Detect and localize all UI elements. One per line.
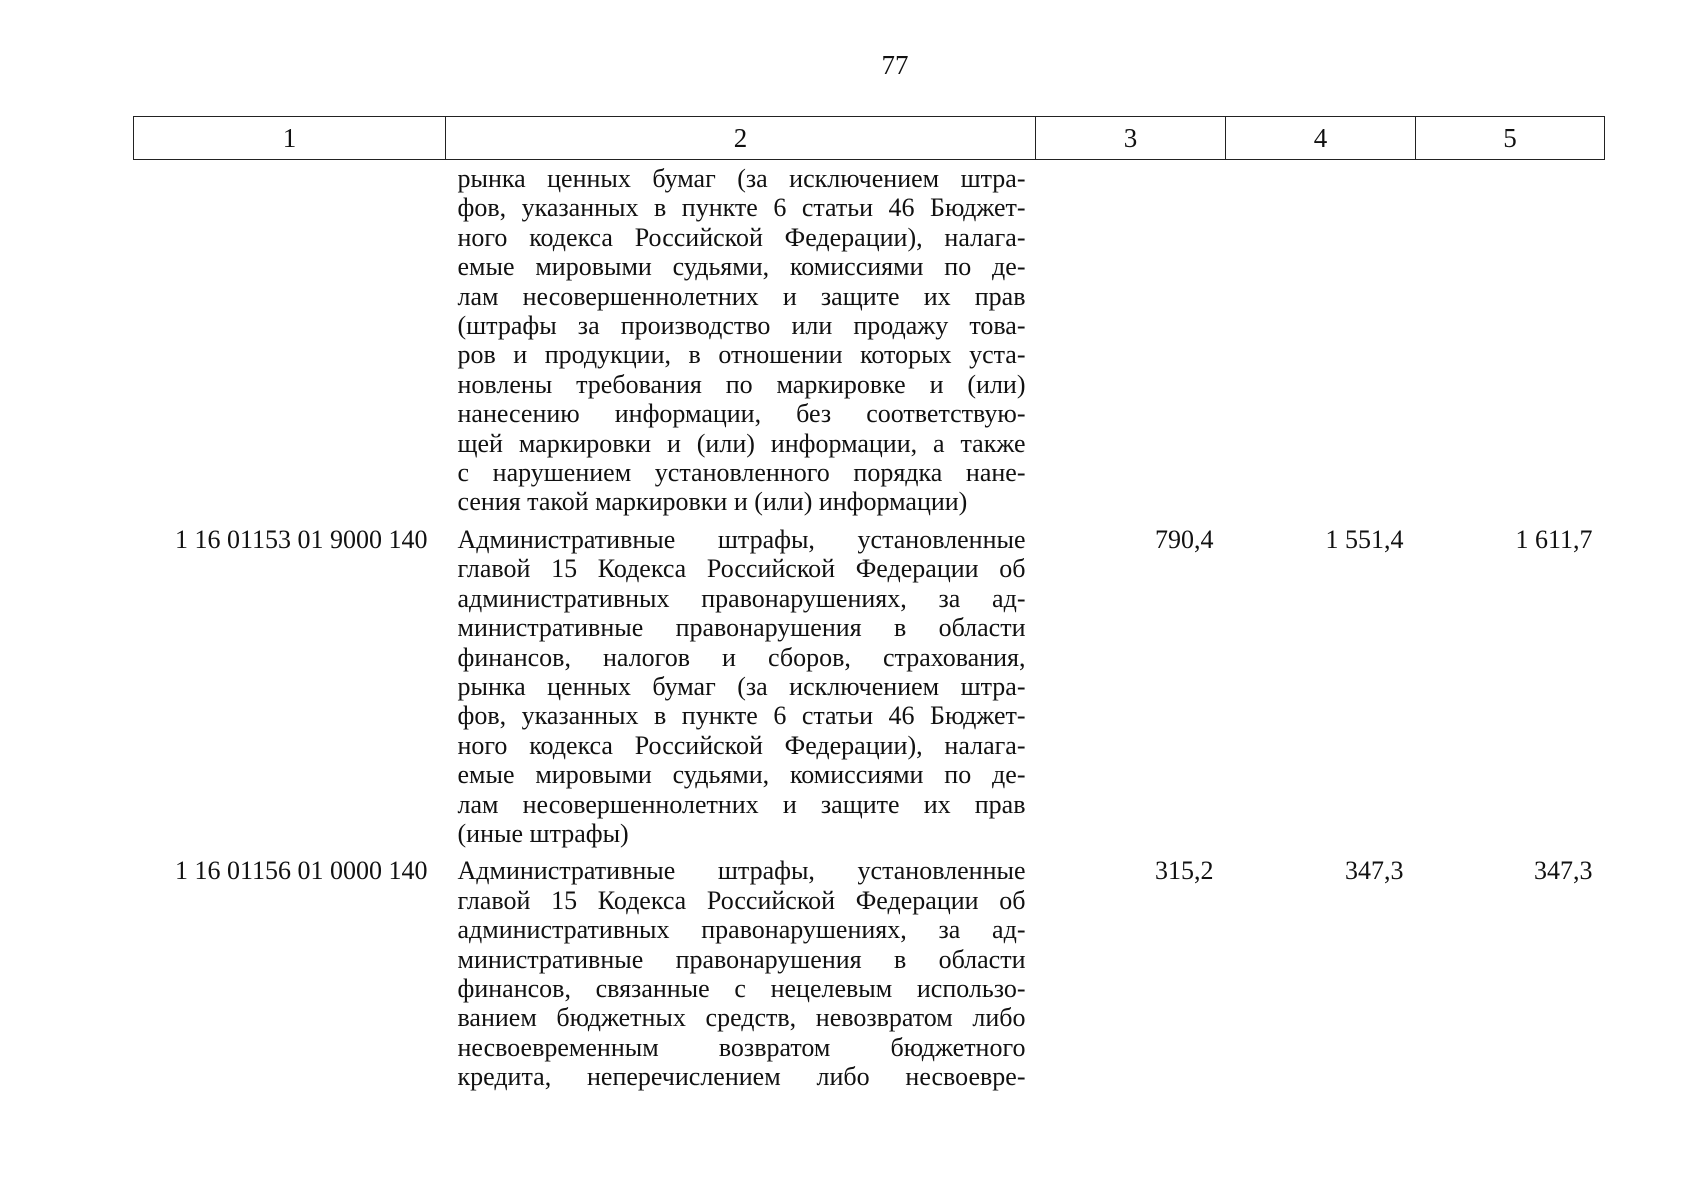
description-line: главой 15 Кодекса Российской Федерации об [457,554,1026,584]
description-line: несвоевременным возвратом бюджетного [457,1032,1026,1062]
description-line: фов, указанных в пункте 6 статьи 46 Бюджет- [457,701,1026,731]
description-line: новлены требования по маркировке и (или) [457,369,1026,399]
value-col-4: 347,3 [1345,856,1404,886]
code-cell-empty [134,160,446,525]
page-number: 77 [881,50,909,80]
value-cell-empty [1416,160,1605,525]
table-header [134,117,1605,160]
description-line: сения такой маркировки и (или) информации) [457,487,968,517]
table-row-continuation [134,160,1605,525]
description-line: лам несовершеннолетних и защите их прав [457,281,1026,311]
budget-code: 1 16 01153 01 9000 140 [174,524,428,554]
value-cell-empty [1036,160,1226,525]
value-cell-empty [1226,160,1416,525]
header-col-3: 3 [1036,117,1226,160]
header-col-5: 5 [1416,117,1605,160]
description-line: рынка ценных бумаг (за исключением штра- [457,164,1026,193]
description-line: фов, указанных в пункте 6 статьи 46 Бюджет- [457,193,1026,223]
table-row [134,856,1605,1099]
description-line: лам несовершеннолетних и защите их прав [457,789,1026,819]
description-line: финансов, связанные с нецелевым использо- [457,973,1026,1003]
description-line: кредита, неперечислением либо несвоевре- [457,1062,1026,1092]
description-cell [446,525,1036,856]
description-line: ного кодекса Российской Федерации), налага- [457,730,1026,760]
value-col-5: 1 611,7 [1515,524,1593,554]
header-row [134,117,1605,160]
header-col-2: 2 [446,117,1036,160]
description-line: главой 15 Кодекса Российской Федерации об [457,885,1026,915]
description-line: административных правонарушениях, за ад- [457,915,1026,945]
description-line: административных правонарушениях, за ад- [457,583,1026,613]
description-line: нанесению информации, без соответствую- [457,399,1026,429]
description-line: ного кодекса Российской Федерации), налага- [457,222,1026,252]
description-line: рынка ценных бумаг (за исключением штра- [457,671,1026,701]
value-col-3: 315,2 [1155,856,1214,886]
budget-code: 1 16 01156 01 0000 140 [174,856,428,886]
value-col-5: 347,3 [1534,856,1593,886]
description-line: Административные штрафы, установленные [457,856,1026,886]
table-row [134,525,1605,856]
description-line: емые мировыми судьями, комиссиями по де- [457,760,1026,790]
description-cell [446,160,1036,525]
description-cell [446,856,1036,1099]
description-line: емые мировыми судьями, комиссиями по де- [457,252,1026,282]
description-line: ров и продукции, в отношении которых уста- [457,340,1026,370]
description-line: (иные штрафы) [457,818,629,848]
description-line: министративные правонарушения в области [457,944,1026,974]
description-line: ванием бюджетных средств, невозвратом либо [457,1003,1026,1033]
description-line: (штрафы за производство или продажу това- [457,311,1026,341]
header-col-1: 1 [134,117,446,160]
description-line: финансов, налогов и сборов, страхования, [457,642,1026,672]
description-line: Административные штрафы, установленные [457,524,1026,554]
budget-table [133,116,1605,1100]
value-col-4: 1 551,4 [1325,524,1404,554]
header-col-4: 4 [1226,117,1416,160]
description-line: министративные правонарушения в области [457,613,1026,643]
value-col-3: 790,4 [1155,524,1214,554]
description-line: щей маркировки и (или) информации, а также [457,428,1026,458]
description-line: с нарушением установленного порядка нане- [457,458,1026,488]
